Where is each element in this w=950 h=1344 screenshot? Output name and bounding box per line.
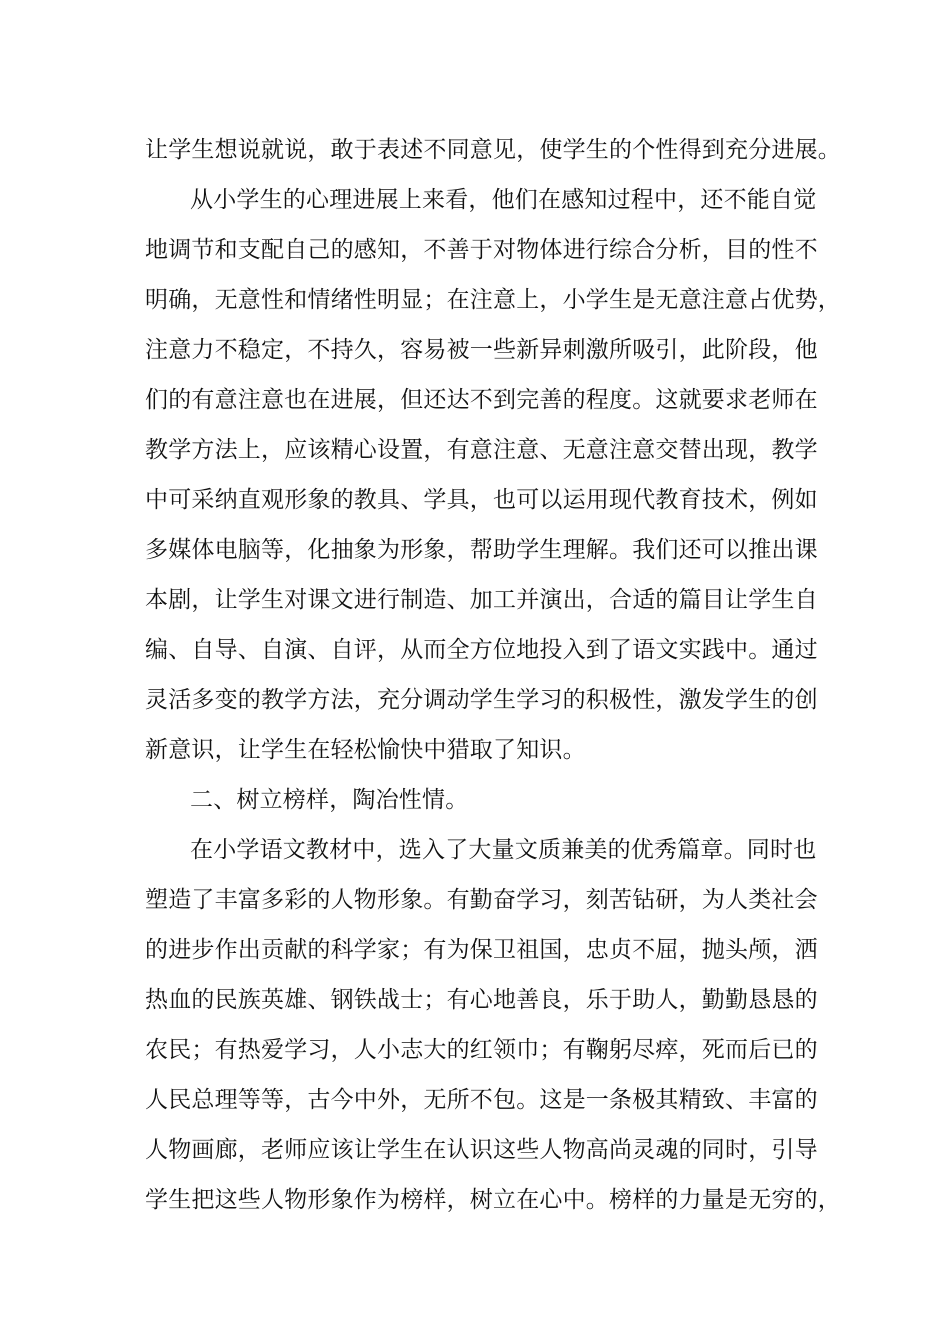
text-line	[0, 375, 950, 425]
line-text: 农民；有热爱学习，人小志大的红领巾；有鞠躬尽瘁，死而后已的	[145, 1037, 818, 1063]
line-text: 灵活多变的教学方法，充分调动学生学习的积极性，激发学生的创	[145, 687, 818, 713]
line-text: 在小学语文教材中，选入了大量文质兼美的优秀篇章。同时也	[190, 837, 817, 863]
text-line	[0, 425, 950, 475]
text-line	[0, 675, 950, 725]
line-text: 人物画廊，老师应该让学生在认识这些人物高尚灵魂的同时，引导	[145, 1137, 818, 1163]
text-line	[0, 525, 950, 575]
line-text: 多媒体电脑等，化抽象为形象，帮助学生理解。我们还可以推出课	[145, 537, 818, 563]
line-text: 新意识，让学生在轻松愉快中猎取了知识。	[145, 737, 586, 763]
section-heading	[0, 775, 950, 825]
line-text: 从小学生的心理进展上来看，他们在感知过程中，还不能自觉	[190, 187, 817, 213]
text-line	[0, 175, 950, 225]
text-line	[0, 1175, 950, 1225]
line-text: 的进步作出贡献的科学家；有为保卫祖国，忠贞不屈，抛头颅，洒	[145, 937, 818, 963]
text-line	[0, 125, 950, 175]
line-text: 人民总理等等，古今中外，无所不包。这是一条极其精致、丰富的	[145, 1087, 818, 1113]
text-line	[0, 1075, 950, 1125]
text-line	[0, 725, 950, 775]
text-line	[0, 225, 950, 275]
text-line	[0, 575, 950, 625]
line-text: 教学方法上，应该精心设置，有意注意、无意注意交替出现，教学	[145, 437, 818, 463]
line-text: 热血的民族英雄、钢铁战士；有心地善良，乐于助人，勤勤恳恳的	[145, 987, 818, 1013]
text-line	[0, 825, 950, 875]
text-line	[0, 975, 950, 1025]
line-text: 学生把这些人物形象作为榜样，树立在心中。榜样的力量是无穷的，	[145, 1187, 841, 1213]
text-line	[0, 275, 950, 325]
text-line	[0, 1025, 950, 1075]
line-text: 本剧，让学生对课文进行制造、加工并演出，合适的篇目让学生自	[145, 587, 818, 613]
line-text: 地调节和支配自己的感知，不善于对物体进行综合分析，目的性不	[145, 237, 818, 263]
text-line	[0, 875, 950, 925]
text-line	[0, 475, 950, 525]
line-text: 中可采纳直观形象的教具、学具，也可以运用现代教育技术，例如	[145, 487, 818, 513]
line-text: 编、自导、自演、自评，从而全方位地投入到了语文实践中。通过	[145, 637, 818, 663]
line-text: 注意力不稳定，不持久，容易被一些新异刺激所吸引，此阶段，他	[145, 337, 818, 363]
line-text: 们的有意注意也在进展，但还达不到完善的程度。这就要求老师在	[145, 387, 818, 413]
text-line	[0, 625, 950, 675]
text-line	[0, 1125, 950, 1175]
text-line	[0, 325, 950, 375]
line-text: 塑造了丰富多彩的人物形象。有勤奋学习，刻苦钻研，为人类社会	[145, 887, 818, 913]
line-text: 让学生想说就说，敢于表述不同意见，使学生的个性得到充分进展。	[145, 137, 841, 163]
heading-text: 二、树立榜样，陶冶性情。	[190, 787, 469, 813]
text-line	[0, 925, 950, 975]
line-text: 明确，无意性和情绪性明显；在注意上，小学生是无意注意占优势，	[145, 287, 841, 313]
